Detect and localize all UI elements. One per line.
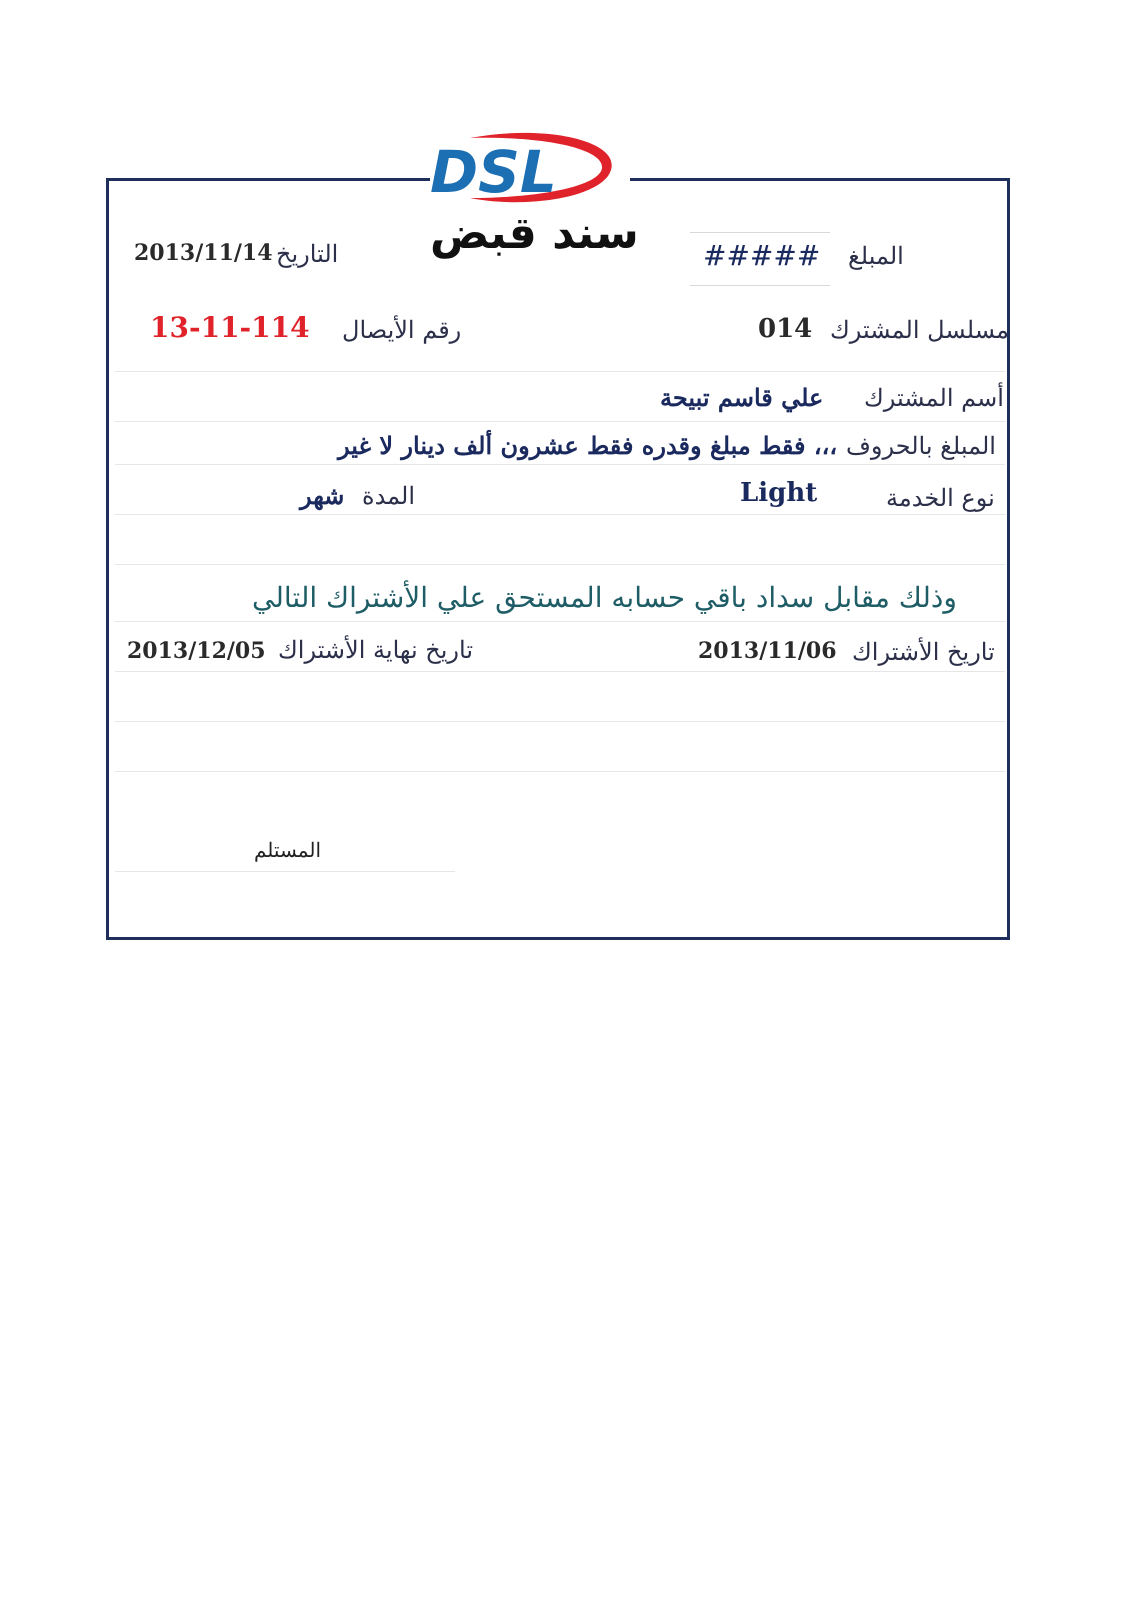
receipt-frame xyxy=(106,178,1010,940)
date-value: 2013/11/14 xyxy=(134,240,273,266)
statement: وذلك مقابل سداد باقي حسابه المستحق علي الأشتراك التالي xyxy=(252,581,957,614)
rule-line xyxy=(115,671,1005,672)
amount-words: فقط مبلغ وقدره فقط عشرون ألف دينار لا غير ،،، xyxy=(338,431,838,460)
subscriber-name: علي قاسم تبيحة xyxy=(660,383,824,412)
sub-date-label: تاريخ الأشتراك xyxy=(852,638,995,666)
rule-line xyxy=(115,721,1005,722)
rule-line xyxy=(115,621,1005,622)
receipt-title: سند قبض xyxy=(430,208,639,259)
dsl-logo xyxy=(430,128,639,268)
serial-value: 014 xyxy=(758,314,813,344)
duration-value: شهر xyxy=(300,481,345,510)
rule-line xyxy=(115,421,1005,422)
rule-line xyxy=(115,771,1005,772)
sub-date-value: 2013/11/06 xyxy=(698,638,837,664)
rule-line xyxy=(115,371,1005,372)
sub-end-label: تاريخ نهاية الأشتراك xyxy=(278,636,474,664)
amount-words-label: المبلغ بالحروف xyxy=(846,432,996,460)
receipt-no-label: رقم الأيصال xyxy=(342,316,462,344)
amount-label: المبلغ xyxy=(848,242,904,270)
amount-value: ##### xyxy=(703,239,821,272)
duration-label: المدة xyxy=(362,482,416,510)
subscriber-name-label: أسم المشترك xyxy=(864,384,1004,412)
rule-line xyxy=(115,564,1005,565)
serial-label: مسلسل المشترك xyxy=(830,316,1009,344)
service-value: Light xyxy=(740,478,818,508)
brand-text: DSL xyxy=(430,138,557,206)
receiver-label: المستلم xyxy=(254,838,322,862)
rule-line xyxy=(115,464,1005,465)
service-label: نوع الخدمة xyxy=(886,484,995,512)
receipt-no-value: 13-11-114 xyxy=(150,311,310,344)
rule-line xyxy=(115,871,455,872)
rule-line xyxy=(115,514,1005,515)
sub-end-value: 2013/12/05 xyxy=(127,638,266,664)
date-label: التاريخ xyxy=(276,240,339,268)
